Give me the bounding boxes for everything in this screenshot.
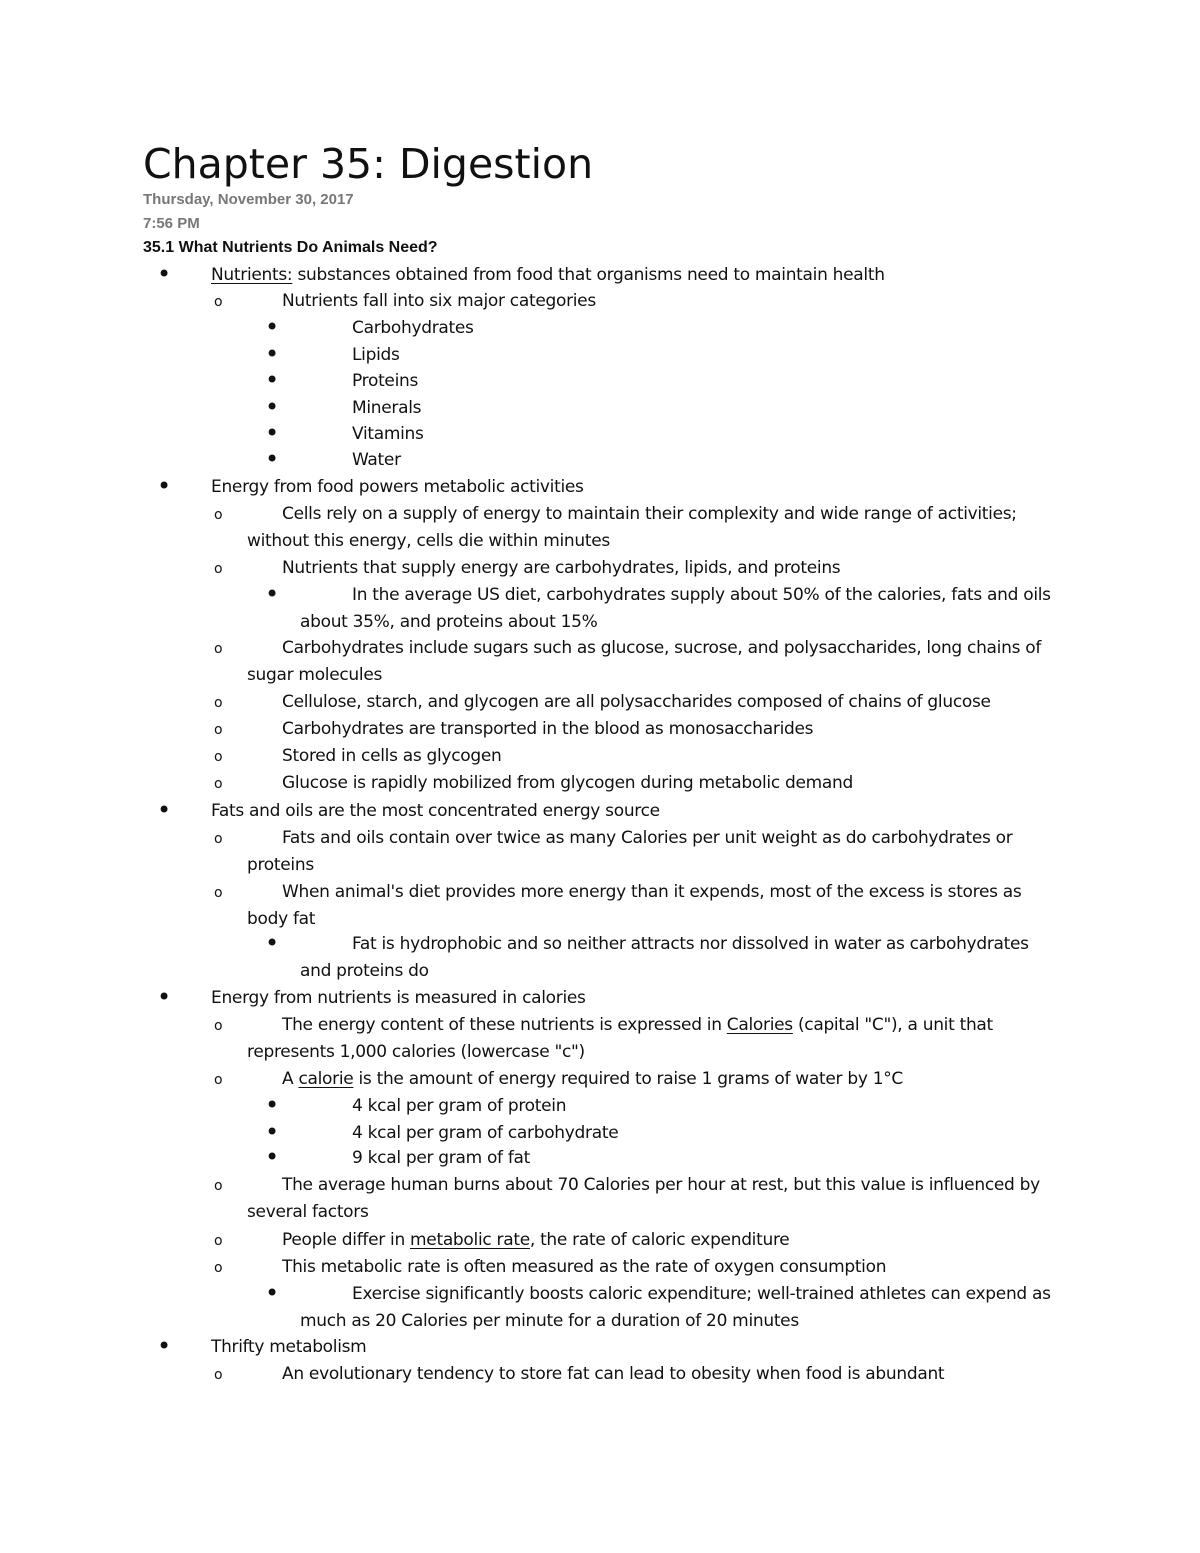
list-item: The average human burns about 70 Calories per hour at rest, but this value is influenced by several factors — [247, 1175, 1040, 1222]
list-item: Energy from food powers metabolic activities — [211, 477, 584, 497]
list-item: Lipids — [352, 345, 400, 365]
bullet-l3: • — [265, 1091, 280, 1119]
bullet-l3: • — [265, 445, 280, 473]
bullet-l3: • — [265, 929, 280, 957]
list-item: Water — [352, 450, 401, 470]
bullet-l1: • — [157, 260, 172, 288]
page-time: 7:56 PM — [143, 215, 200, 232]
bullet-l2: o — [214, 641, 223, 657]
bullet-l2: o — [214, 1018, 223, 1034]
bullet-l2: o — [214, 831, 223, 847]
bullet-l3: • — [265, 1143, 280, 1171]
list-item: Fats and oils contain over twice as many Calories per unit weight as do carbohydrates or proteins — [247, 828, 1013, 875]
list-item: The energy content of these nutrients is expressed in Calories (capital "C"), a unit that represents 1,000 calories (lowercase "c") — [247, 1015, 993, 1062]
bullet-l1: • — [157, 796, 172, 824]
list-item: Fats and oils are the most concentrated energy source — [211, 801, 660, 821]
list-item: An evolutionary tendency to store fat can lead to obesity when food is abundant — [282, 1364, 945, 1384]
list-item: Stored in cells as glycogen — [282, 746, 502, 766]
calorie-term: calorie — [298, 1069, 354, 1089]
bullet-l2: o — [214, 722, 223, 738]
bullet-l3: • — [265, 1118, 280, 1146]
list-item: Carbohydrates are transported in the blood as monosaccharides — [282, 719, 814, 739]
page-date: Thursday, November 30, 2017 — [143, 191, 354, 208]
bullet-l3: • — [265, 419, 280, 447]
bullet-l3: • — [265, 340, 280, 368]
metabolic-rate-term: metabolic rate — [410, 1230, 530, 1250]
list-item: Minerals — [352, 398, 422, 418]
nutrients-term: Nutrients: — [211, 265, 293, 285]
bullet-l2: o — [214, 695, 223, 711]
bullet-l2: o — [214, 1260, 223, 1276]
list-item: A calorie is the amount of energy required to raise 1 grams of water by 1°C — [282, 1069, 903, 1089]
list-item: Vitamins — [352, 424, 424, 444]
bullet-l3: • — [265, 580, 280, 608]
list-item: 9 kcal per gram of fat — [352, 1148, 531, 1168]
bullet-l2: o — [214, 1072, 223, 1088]
list-item: Carbohydrates — [352, 318, 474, 338]
calories-term: Calories — [726, 1015, 793, 1035]
list-item: 4 kcal per gram of carbohydrate — [352, 1123, 619, 1143]
list-item: When animal's diet provides more energy than it expends, most of the excess is stores as body fat — [247, 882, 1022, 929]
list-item: Cellulose, starch, and glycogen are all polysaccharides composed of chains of glucose — [282, 692, 991, 712]
bullet-l2: o — [214, 885, 223, 901]
bullet-l2: o — [214, 749, 223, 765]
bullet-l2: o — [214, 507, 223, 523]
list-item: In the average US diet, carbohydrates supply about 50% of the calories, fats and oils about 35%, and proteins about 15% — [300, 585, 1051, 632]
list-item: Carbohydrates include sugars such as glucose, sucrose, and polysaccharides, long chains of sugar molecules — [247, 638, 1042, 685]
bullet-l3: • — [265, 393, 280, 421]
bullet-l2: o — [214, 776, 223, 792]
bullet-l3: • — [265, 313, 280, 341]
bullet-l2: o — [214, 1233, 223, 1249]
list-item: Energy from nutrients is measured in calories — [211, 988, 586, 1008]
list-item: Cells rely on a supply of energy to maintain their complexity and wide range of activities; without this energy, cells die within minutes — [247, 504, 1017, 551]
bullet-l3: • — [265, 366, 280, 394]
list-item: Nutrients fall into six major categories — [282, 291, 596, 311]
bullet-l2: o — [214, 561, 223, 577]
list-item: Nutrients: substances obtained from food that organisms need to maintain health — [211, 265, 885, 285]
list-item: Nutrients that supply energy are carbohydrates, lipids, and proteins — [282, 558, 841, 578]
bullet-l2: o — [214, 1178, 223, 1194]
bullet-l2: o — [214, 294, 223, 310]
bullet-l3: • — [265, 1279, 280, 1307]
bullet-l1: • — [157, 983, 172, 1011]
list-item: Exercise significantly boosts caloric expenditure; well-trained athletes can expend as much as 20 Calories per minute for a duration of 20 minutes — [300, 1284, 1051, 1331]
list-item: Proteins — [352, 371, 419, 391]
list-item: 4 kcal per gram of protein — [352, 1096, 567, 1116]
list-item: Fat is hydrophobic and so neither attracts nor dissolved in water as carbohydrates and proteins do — [300, 934, 1029, 981]
list-item: Glucose is rapidly mobilized from glycogen during metabolic demand — [282, 773, 853, 793]
bullet-l1: • — [157, 1332, 172, 1360]
bullet-l2: o — [214, 1367, 223, 1383]
bullet-l1: • — [157, 472, 172, 500]
list-item: People differ in metabolic rate, the rate of caloric expenditure — [282, 1230, 790, 1250]
page-title: Chapter 35: Digestion — [143, 140, 594, 188]
section-heading: 35.1 What Nutrients Do Animals Need? — [143, 239, 438, 256]
list-item: Thrifty metabolism — [211, 1337, 367, 1357]
list-item: This metabolic rate is often measured as the rate of oxygen consumption — [282, 1257, 887, 1277]
